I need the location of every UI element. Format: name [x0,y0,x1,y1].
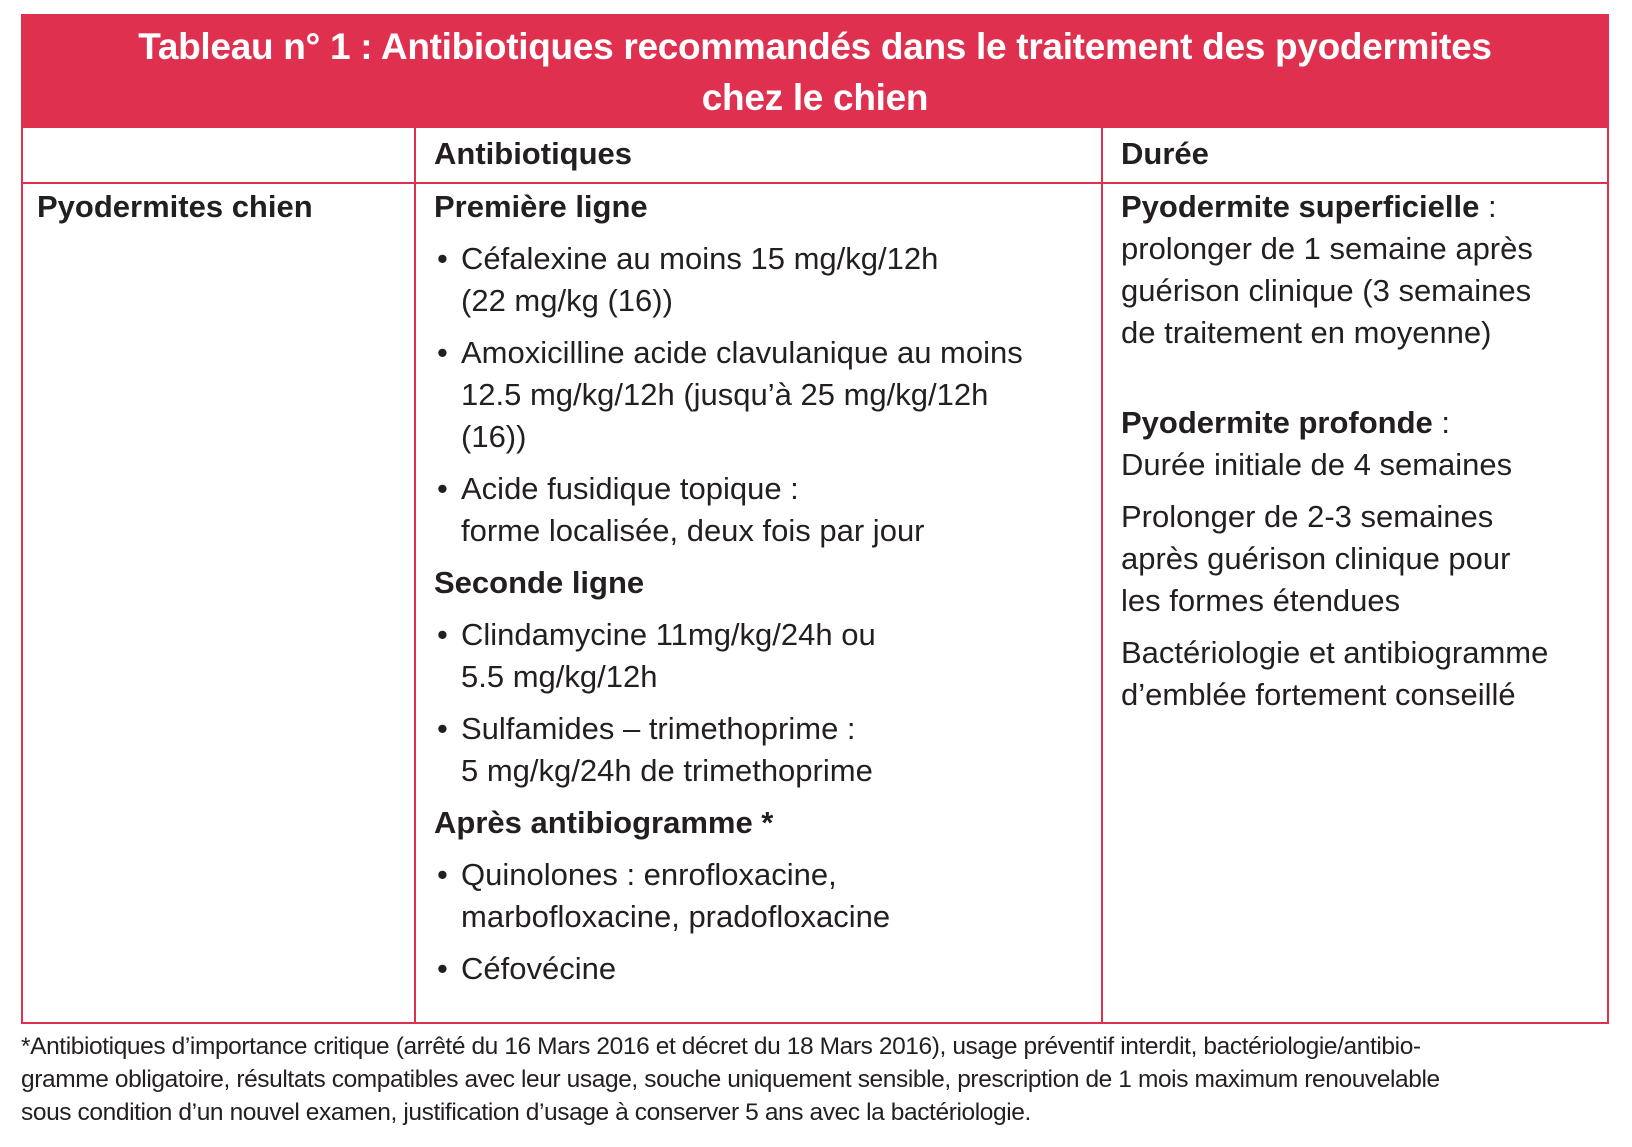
duree-text-line: Bactériologie et antibiogramme [1121,635,1549,670]
bullet-icon: • [437,711,448,746]
bullet-icon: • [437,857,448,892]
column-header-duree: Durée [1121,136,1209,171]
bullet-icon: • [437,471,448,506]
column-header-antibiotiques: Antibiotiques [434,136,633,171]
duree-text-line: Durée initiale de 4 semaines [1121,447,1513,482]
bullet-icon: • [437,335,448,370]
item-line: Clindamycine 11mg/kg/24h ou [461,617,876,652]
item-line: Sulfamides – trimethoprime : [461,711,856,746]
footnote-line: gramme obligatoire, résultats compatibles avec leur usage, souche uniquement sensible, prescription de 1 mois maximum renouvelable [21,1066,1440,1093]
duree-text-line: Prolonger de 2-3 semaines [1121,499,1494,534]
item-line: (22 mg/kg (16)) [461,283,673,318]
item-line: 5.5 mg/kg/12h [461,659,658,694]
list-item [434,468,1094,552]
item-line: Céfovécine [461,951,617,986]
footnote-line: *Antibiotiques d’importance critique (arrêté du 16 Mars 2016 et décret du 18 Mars 2016), usage préventif interdit, bactériologie/antibio- [21,1033,1421,1060]
duree-superficielle-suffix: : [1479,189,1497,224]
duree-text-line: de traitement en moyenne) [1121,315,1492,350]
section-apres-antibiogramme-title: Après antibiogramme * [434,805,774,840]
item-line: 5 mg/kg/24h de trimethoprime [461,753,873,788]
list-item [434,854,1094,938]
footnote [21,1030,1611,1129]
list-item [434,948,1094,990]
duree-superficielle [1121,186,1605,354]
column-divider-2 [1101,128,1103,1022]
duree-text-line: après guérison clinique pour [1121,541,1511,576]
antibiotics-table [21,14,1609,1024]
duree-superficielle-label: Pyodermite superficielle [1121,189,1480,224]
list-item [434,708,1094,792]
table-title-line-2: chez le chien [701,77,929,118]
column-divider-1 [414,128,416,1022]
list-item [434,614,1094,698]
duree-text-line: guérison clinique (3 semaines [1121,273,1532,308]
header-divider [23,182,1607,184]
duree-profonde-heading [1121,402,1605,444]
item-line: marbofloxacine, pradofloxacine [461,899,891,934]
seconde-ligne-list [434,614,1094,792]
section-seconde-ligne-title: Seconde ligne [434,565,645,600]
duree-profonde-label: Pyodermite profonde [1121,405,1433,440]
apres-antibiogramme-list [434,854,1094,990]
antibiotiques-cell [434,186,1094,990]
duree-profonde [1121,402,1605,716]
duree-text-line: prolonger de 1 semaine après [1121,231,1533,266]
section-premiere-ligne-title: Première ligne [434,189,648,224]
bullet-icon: • [437,617,448,652]
item-line: forme localisée, deux fois par jour [461,513,925,548]
item-line: 12.5 mg/kg/12h (jusqu’à 25 mg/kg/12h [461,377,989,412]
table-title [23,16,1607,128]
table-grid [23,128,1607,1022]
duree-superficielle-heading [1121,186,1605,228]
bullet-icon: • [437,241,448,276]
duree-text-line: les formes étendues [1121,583,1401,618]
list-item [434,332,1094,458]
item-line: Amoxicilline acide clavulanique au moins [461,335,1023,370]
bullet-icon: • [437,951,448,986]
footnote-line: sous condition d’un nouvel examen, justification d’usage à conserver 5 ans avec la bactériologie. [21,1099,1031,1126]
row-label-pyodermites-chien: Pyodermites chien [37,189,313,224]
premiere-ligne-list [434,238,1094,552]
item-line: Céfalexine au moins 15 mg/kg/12h [461,241,939,276]
list-item [434,238,1094,322]
item-line: Quinolones : enrofloxacine, [461,857,837,892]
duree-cell [1121,186,1605,716]
item-line: Acide fusidique topique : [461,471,799,506]
table-title-line-1: Tableau n° 1 : Antibiotiques recommandés dans le traitement des pyodermites [138,26,1492,67]
duree-profonde-suffix: : [1432,405,1450,440]
item-line: (16)) [461,419,527,454]
duree-text-line: d’emblée fortement conseillé [1121,677,1516,712]
